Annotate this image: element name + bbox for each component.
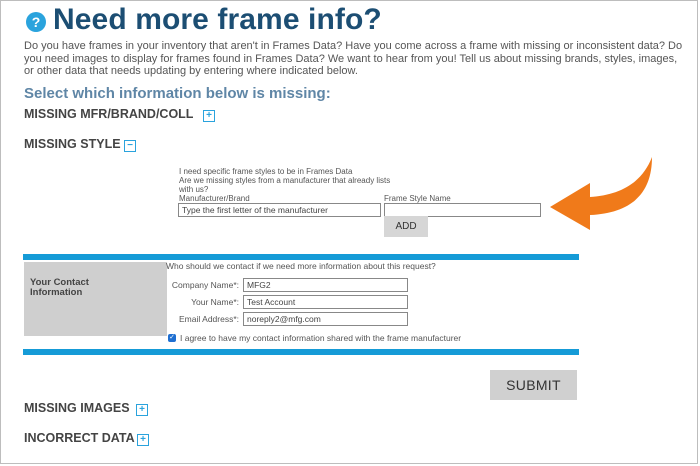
intro-text: Do you have frames in your inventory that aren't in Frames Data? Have you come across a frame with missing or inconsistent data? Do you need images to display for frames found in Frames Data? We want to hear from you! Tell us about missing brands, styles, images, or other data that needs updating by entering where indicated below. — [24, 40, 683, 77]
manufacturer-input[interactable]: Type the first letter of the manufacturer — [178, 203, 381, 217]
page-title: Need more frame info? — [53, 3, 382, 36]
style-info-line1: I need specific frame styles to be in Frames Data — [179, 167, 353, 176]
section-missing-images[interactable]: MISSING IMAGES — [24, 401, 130, 415]
add-button[interactable]: ADD — [384, 216, 428, 237]
expand-plus-icon[interactable]: + — [203, 110, 215, 122]
collapse-minus-icon[interactable]: − — [124, 140, 136, 152]
contact-prompt: Who should we contact if we need more information about this request? — [166, 261, 436, 271]
contact-title-line1: Your Contact — [30, 277, 89, 288]
submit-button[interactable]: SUBMIT — [490, 370, 577, 400]
style-name-input[interactable] — [384, 203, 541, 217]
company-input[interactable]: MFG2 — [243, 278, 408, 292]
divider-top — [23, 254, 579, 260]
style-info-line3: with us? — [179, 185, 209, 194]
email-input[interactable]: noreply2@mfg.com — [243, 312, 408, 326]
contact-title-line2: Information — [30, 287, 83, 298]
name-input[interactable]: Test Account — [243, 295, 408, 309]
section-missing-style[interactable]: MISSING STYLE — [24, 137, 121, 151]
select-heading: Select which information below is missing: — [24, 85, 331, 102]
divider-bottom — [23, 349, 579, 355]
help-icon[interactable]: ? — [26, 12, 46, 32]
manufacturer-label: Manufacturer/Brand — [179, 194, 250, 203]
expand-plus-icon[interactable]: + — [137, 434, 149, 446]
arrow-pointer-icon — [548, 155, 658, 243]
company-label: Company Name*: — [171, 280, 239, 290]
section-incorrect-data[interactable]: INCORRECT DATA — [24, 431, 135, 445]
contact-title — [30, 278, 89, 298]
style-info-line2: Are we missing styles from a manufacturer that already lists — [179, 176, 391, 185]
consent-label: I agree to have my contact information shared with the frame manufacturer — [180, 333, 462, 343]
consent-checkbox[interactable]: ✓ — [169, 334, 175, 341]
style-name-label: Frame Style Name — [384, 194, 451, 203]
email-label: Email Address*: — [179, 314, 239, 324]
expand-plus-icon[interactable]: + — [136, 404, 148, 416]
name-label: Your Name*: — [191, 297, 239, 307]
contact-box — [24, 262, 167, 336]
section-missing-mfr[interactable]: MISSING MFR/BRAND/COLL — [24, 107, 194, 121]
